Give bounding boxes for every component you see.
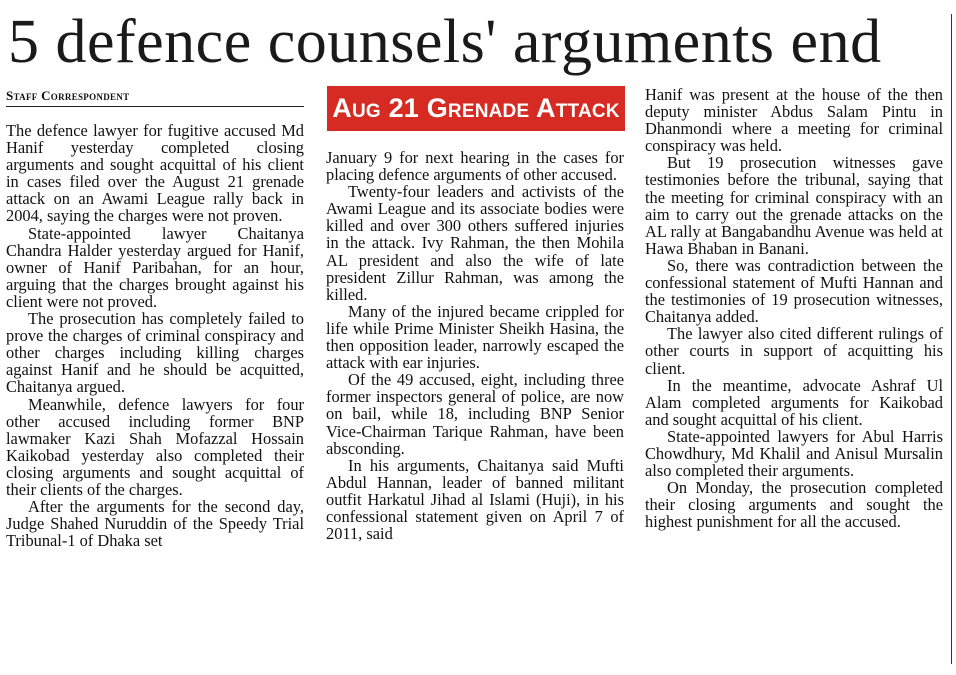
paragraph: In the meantime, advocate Ashraf Ul Alam completed arguments for Kaikobad and sought acquittal of his client. xyxy=(645,375,943,429)
byline: Staff Correspondent xyxy=(6,88,130,103)
article-column-1 xyxy=(6,122,304,549)
headline: 5 defence counsels' arguments end xyxy=(8,8,882,76)
paragraph: January 9 for next hearing in the cases for placing defence arguments of other accused. xyxy=(326,148,624,185)
paragraph: The prosecution has completely failed to prove the charges of criminal conspiracy and other charges including killing charges against Hanif and he should be acquitted, Chaitanya argued. xyxy=(6,309,304,397)
right-border-rule xyxy=(951,14,952,664)
paragraph: Hanif was present at the house of the then deputy minister Abdus Salam Pintu in Dhanmondi where a meeting for criminal conspiracy was held. xyxy=(645,85,943,156)
article-column-2 xyxy=(326,149,624,542)
paragraph: The defence lawyer for fugitive accused Md Hanif yesterday completed closing arguments and sought acquittal of his client in cases filed over the August 21 grenade attack on an Awami League rally back in 2004, saying the charges were not proven. xyxy=(6,121,304,226)
paragraph: State-appointed lawyer Chaitanya Chandra Halder yesterday argued for Hanif, owner of Hanif Paribahan, for an hour, arguing that the charges brought against his client were not proved. xyxy=(6,223,304,311)
article-column-3 xyxy=(645,86,943,530)
paragraph: Meanwhile, defence lawyers for four other accused including former BNP lawmaker Kazi Shah Mofazzal Hossain Kaikobad yesterday also completed their closing arguments and sought acquittal of their clients of the charges. xyxy=(6,394,304,499)
paragraph: In his arguments, Chaitanya said Mufti Abdul Hannan, leader of banned militant outfit Harkatul Jihad al Islami (Huji), in his confessional statement given on April 7 of 2011, said xyxy=(326,455,624,544)
paragraph: Twenty-four leaders and activists of the Awami League and its associate bodies were killed and over 300 others suffered injuries in the attack. Ivy Rahman, the then Mohila AL president and also the wife of late president Zillur Rahman, was among the killed. xyxy=(326,182,624,304)
paragraph: The lawyer also cited different rulings of other courts in support of acquitting his client. xyxy=(645,324,943,378)
paragraph: Of the 49 accused, eight, including three former inspectors general of police, are now on bail, while 18, including BNP Senior Vice-Chairman Tarique Rahman, have been absconding. xyxy=(326,370,624,458)
paragraph: State-appointed lawyers for Abul Harris Chowdhury, Md Khalil and Anisul Mursalin also completed their arguments. xyxy=(645,426,943,481)
paragraph: After the arguments for the second day, Judge Shahed Nuruddin of the Speedy Trial Tribunal-1 of Dhaka set xyxy=(6,497,304,551)
paragraph: So, there was contradiction between the confessional statement of Mufti Hannan and the testimonies of 19 prosecution witnesses, Chaitanya added. xyxy=(645,255,943,327)
section-tag: Aug 21 Grenade Attack xyxy=(327,86,625,131)
byline-divider xyxy=(6,106,304,107)
paragraph: But 19 prosecution witnesses gave testimonies before the tribunal, saying that the meeting for criminal conspiracy with an aim to carry out the grenade attacks on the AL rally at Bangabandhu Avenue was held at Hawa Bhaban in Banani. xyxy=(645,153,943,258)
paragraph: Many of the injured became crippled for life while Prime Minister Sheikh Hasina, the then opposition leader, narrowly escaped the attack with ear injuries. xyxy=(326,301,624,373)
paragraph: On Monday, the prosecution completed their closing arguments and sought the highest punishment for all the accused. xyxy=(645,478,943,532)
